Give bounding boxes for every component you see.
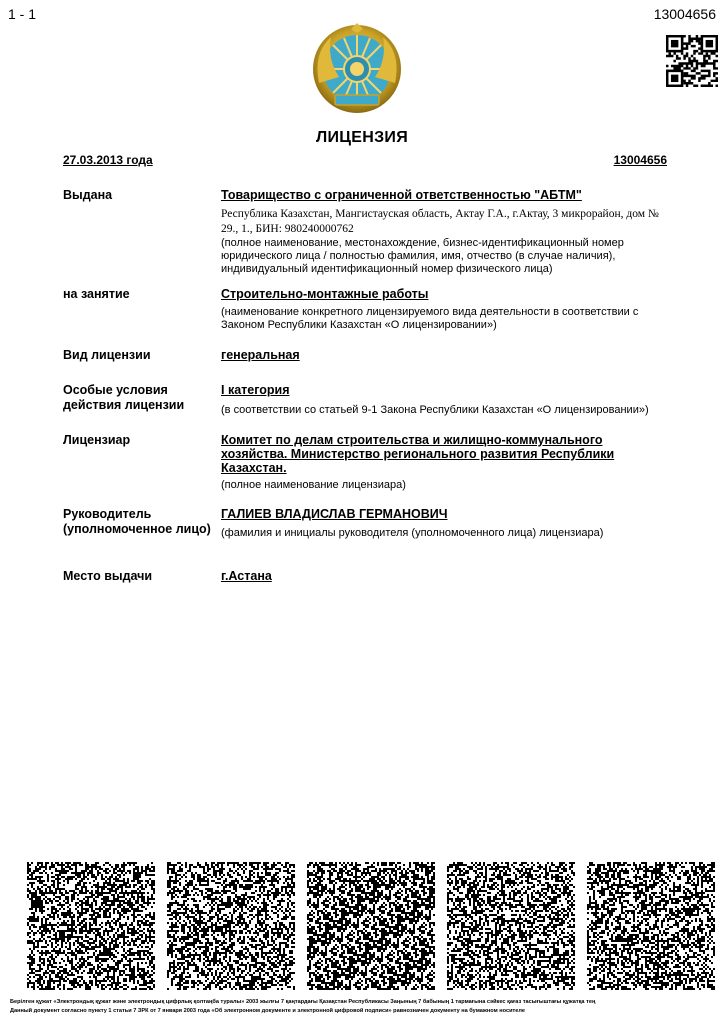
footer-line-kz: Берілген құжат «Электрондық құжат және электрондық цифрлық қолтаңба туралы» 2003 жылғы 7 қаңтардағы Қазақстан Республикасы Заңының 7 бабының 1 тармағына сәйкес қағаз тасығыштағы құжатқа тең — [10, 999, 596, 1005]
issued-to-address: Республика Казахстан, Мангистауская область, Актау Г.А., г.Актау, 3 микрорайон, дом № 29., 1., БИН: 980240000762 — [221, 208, 659, 235]
qr-code-2 — [167, 862, 295, 990]
qr-code-icon — [587, 862, 715, 990]
conditions-value: I категория — [221, 383, 290, 397]
qr-code-icon — [167, 862, 295, 990]
issued-to-label: Выдана — [63, 188, 113, 202]
conditions-label-line1: Особые условия — [63, 383, 168, 397]
issued-to-note: (полное наименование, местонахождение, бизнес-идентификационный номер юридического лица / полностью фамилия, имя, отчество (в случае наличия), индивидуальный идентификационный номер физического лица) — [221, 237, 624, 275]
licensor-value: Комитет по делам строительства и жилищно-коммунального хозяйства. Министерство регионального развития Республики Казахстан. — [221, 433, 615, 475]
issued-to-value: Товарищество с ограниченной ответственностью "АБТМ" — [221, 188, 582, 202]
license-type-value: генеральная — [221, 348, 300, 362]
qr-code-3 — [307, 862, 435, 990]
qr-code-icon — [307, 862, 435, 990]
emblem-icon — [309, 23, 405, 119]
head-note: (фамилия и инициалы руководителя (уполномоченного лица) лицензиара) — [221, 527, 604, 539]
issue-date: 27.03.2013 года — [63, 153, 153, 167]
conditions-label-line2: действия лицензии — [63, 398, 185, 412]
place-value: г.Астана — [221, 569, 272, 583]
head-label-line2: (уполномоченное лицо) — [63, 522, 211, 536]
head-value: ГАЛИЕВ ВЛАДИСЛАВ ГЕРМАНОВИЧ — [221, 507, 448, 521]
qr-code-small — [666, 35, 718, 87]
activity-note: (наименование конкретного лицензируемого вида деятельности в соответствии с Законом Республики Казахстан «О лицензировании») — [221, 306, 639, 331]
license-type-label: Вид лицензии — [63, 348, 151, 362]
license-number: 13004656 — [613, 153, 667, 167]
qr-code-icon — [447, 862, 575, 990]
activity-label: на занятие — [63, 287, 130, 301]
document-number-header: 13004656 — [653, 6, 716, 22]
qr-code-4 — [447, 862, 575, 990]
document-title: ЛИЦЕНЗИЯ — [315, 129, 409, 146]
place-label: Место выдачи — [63, 569, 153, 583]
head-label — [63, 507, 211, 537]
footer-line-ru: Данный документ согласно пункту 1 статьи 7 ЗРК от 7 января 2003 года «Об электронном документе и электронной цифровой подписи» равнозначен документу на бумажном носителе — [10, 1008, 525, 1014]
qr-code-icon — [27, 862, 155, 990]
licensor-label: Лицензиар — [63, 433, 131, 447]
head-label-line1: Руководитель — [63, 507, 152, 521]
state-emblem — [309, 23, 405, 119]
licensor-note: (полное наименование лицензиара) — [221, 479, 406, 491]
conditions-note: (в соответствии со статьей 9-1 Закона Республики Казахстан «О лицензировании») — [221, 404, 649, 416]
qr-code-5 — [587, 862, 715, 990]
qr-code-1 — [27, 862, 155, 990]
activity-value: Строительно-монтажные работы — [221, 287, 429, 301]
qr-code-icon — [666, 35, 718, 87]
page-indicator: 1 - 1 — [8, 6, 37, 22]
conditions-label — [63, 383, 184, 413]
